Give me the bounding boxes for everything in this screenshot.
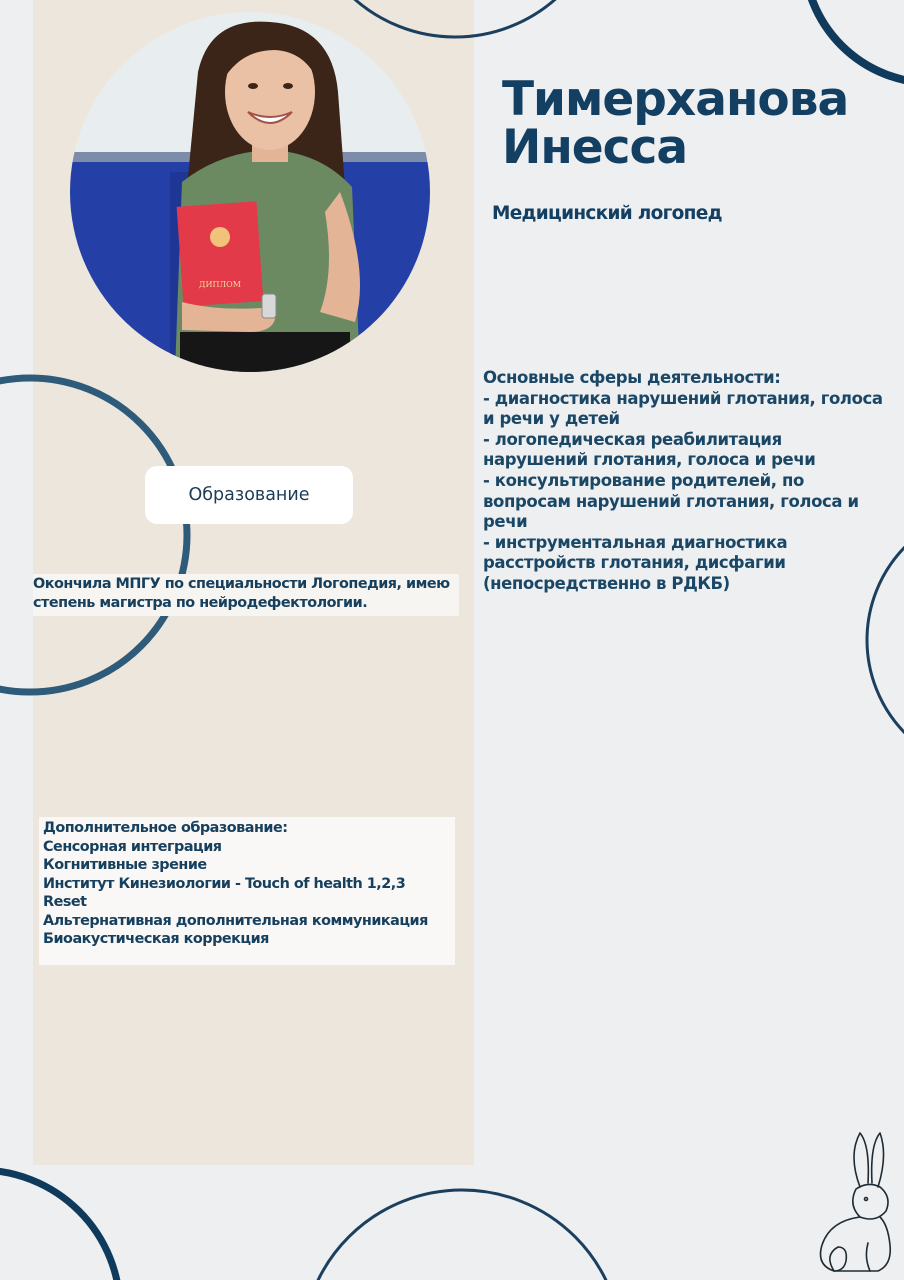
- deco-circle-top-right: [804, 0, 904, 83]
- education-label-text: Образование: [188, 485, 310, 505]
- activity-item: - консультирование родителей, по вопросам нарушений глотания, голоса и речи: [483, 470, 859, 532]
- deco-circle-bottom-center: [302, 1190, 622, 1280]
- diploma-label: ДИПЛОМ: [199, 280, 241, 289]
- additional-education-item: Альтернативная дополнительная коммуникация: [43, 912, 428, 929]
- rabbit-icon: [808, 1125, 898, 1275]
- activity-item: - инструментальная диагностика расстройств глотания, дисфагии (непосредственно в РДКБ): [483, 532, 788, 593]
- job-title: Медицинский логопед: [492, 203, 722, 224]
- education-label: [145, 466, 353, 524]
- diploma-book: [177, 201, 264, 306]
- activity-item: - диагностика нарушений глотания, голоса и речи у детей: [483, 388, 883, 429]
- additional-education-item: Когнитивные зрение: [43, 857, 207, 873]
- additional-education-block: [39, 817, 455, 965]
- deco-circle-bottom-left: [0, 1170, 120, 1280]
- additional-education-title: Дополнительное образование:: [43, 820, 288, 836]
- activities-block: [483, 368, 888, 595]
- activity-item: - логопедическая реабилитация нарушений глотания, голоса и речи: [483, 429, 816, 470]
- education-text: Окончила МПГУ по специальности Логопедия, имею степень магистра по нейродефектологии.: [33, 574, 459, 616]
- additional-education-item: Сенсорная интеграция: [43, 838, 222, 855]
- additional-education-item: Биоакустическая коррекция: [43, 931, 269, 947]
- additional-education-item: Институт Кинезиологии - Touch of health 1,2,3 Reset: [43, 875, 406, 910]
- activities-title: Основные сферы деятельности:: [483, 368, 781, 387]
- person-name: Тимерханова Инесса: [502, 72, 849, 175]
- portrait-photo: [70, 12, 430, 372]
